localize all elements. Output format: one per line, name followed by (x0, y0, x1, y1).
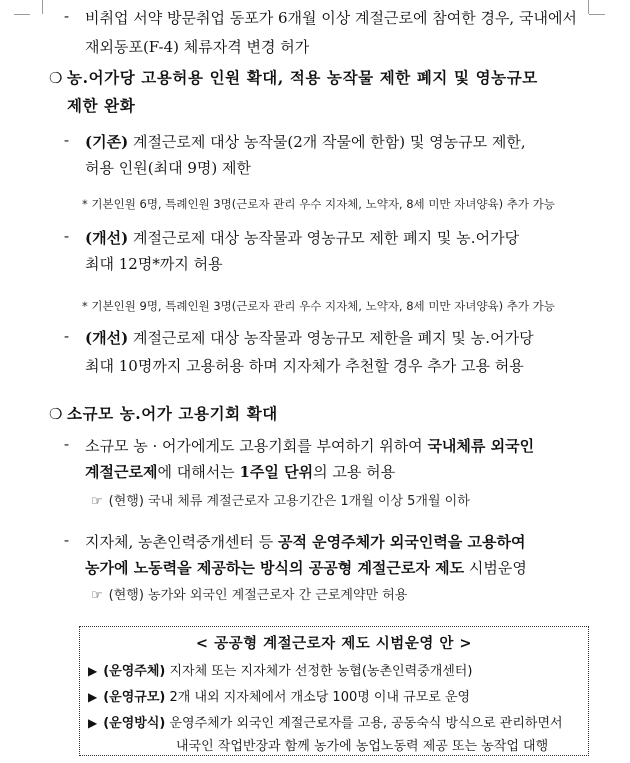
improve-text: 계절근로제 대상 농작물과 영농규모 제한을 폐지 및 농․어가당 (128, 329, 534, 347)
improve1-line2: 최대 12명*까지 허용 (85, 255, 223, 273)
improve1-line1 (85, 227, 519, 249)
row-tag: (운영규모) (103, 690, 166, 705)
dash-bullet: - (64, 531, 70, 549)
text-run-bold: 농가에 노동력을 제공하는 방식의 공공형 계절근로자 제도 (85, 559, 465, 577)
current-rule-note (91, 491, 470, 513)
section-heading-cont: 제한 완화 (67, 96, 136, 115)
existing-line2: 허용 인원(최대 9명) 제한 (85, 159, 251, 177)
footnote: * 기본인원 6명, 특례인원 3명(근로자 관리 우수 지자체, 노약자, 8세 미만 자녀양육) 추가 가능 (82, 197, 555, 211)
triangle-bullet-icon: ▶ (88, 690, 98, 704)
pointing-hand-icon: ☞ (91, 494, 103, 509)
existing-line1 (85, 131, 526, 153)
dash-bullet: - (64, 435, 70, 453)
row-text: 2개 내외 지자체에서 개소당 100명 이내 규모로 운영 (165, 690, 471, 705)
improve2-line1 (85, 327, 534, 349)
public-line1 (85, 531, 525, 553)
public-line2 (85, 557, 527, 579)
text-run-bold: 공적 운영주체가 외국인력을 고용하여 (277, 533, 526, 551)
box-row-operator (88, 660, 472, 679)
dash-bullet: - (64, 327, 70, 345)
box-row-method (88, 712, 563, 731)
pilot-plan-box (79, 626, 589, 756)
weekly-line1 (85, 435, 534, 457)
row-tag: (운영주체) (103, 664, 166, 679)
triangle-bullet-icon: ▶ (88, 716, 98, 730)
visa-item-line2: 재외동포(F-4) 체류자격 변경 허가 (85, 38, 310, 56)
improve-tag: (개선) (85, 229, 129, 247)
text-run-bold: 1주일 단위 (239, 463, 314, 481)
current-rule-text: (현행) 국내 체류 계절근로자 고용기간은 1개월 이상 5개월 이하 (108, 494, 470, 509)
page-corner-mark (588, 0, 601, 14)
text-run-bold: 계절근로제 (85, 463, 158, 481)
text-run: 지자체, 농촌인력중개센터 등 (85, 533, 278, 551)
visa-item-line1: 비취업 서약 방문취업 동포가 6개월 이상 계절근로에 참여한 경우, 국내에서 (85, 9, 577, 27)
row-tag: (운영방식) (103, 716, 166, 731)
improve-tag: (개선) (85, 329, 129, 347)
existing-text: 계절근로제 대상 농작물(2개 작물에 한함) 및 영농규모 제한, (128, 133, 526, 151)
existing-tag: (기존) (85, 133, 129, 151)
pointing-hand-icon: ☞ (91, 588, 103, 603)
improve2-line2: 최대 10명까지 고용허용 하며 지자체가 추천할 경우 추가 고용 허용 (85, 357, 524, 375)
text-run-bold: 국내체류 외국인 (427, 437, 535, 455)
circle-bullet: ❍ (49, 405, 63, 423)
text-run: 의 고용 허용 (313, 463, 396, 481)
section-heading: 농․어가당 고용허용 인원 확대, 적용 농작물 제한 폐지 및 영농규모 (67, 68, 538, 87)
dash-bullet: - (64, 7, 70, 25)
dash-bullet: - (64, 131, 70, 149)
box-row-scale (88, 686, 470, 705)
row-text: 운영주체가 외국인 계절근로자를 고용, 공동숙식 방식으로 관리하면서 (165, 716, 563, 731)
page-corner-mark (30, 0, 43, 14)
box-title: < 공공형 계절근로자 제도 시범운영 안 > (195, 635, 473, 652)
page-corner-mark (589, 14, 605, 15)
footnote: * 기본인원 9명, 특례인원 3명(근로자 관리 우수 지자체, 노약자, 8세 미만 자녀양육) 추가 가능 (82, 299, 555, 313)
text-run: 시범운영 (464, 559, 527, 577)
dash-bullet: - (64, 227, 70, 245)
box-row-method-cont: 내국인 작업반장과 함께 농가에 농업노동력 제공 또는 농작업 대행 (176, 739, 549, 754)
section-heading: 소규모 농․어가 고용기회 확대 (67, 404, 278, 423)
text-run: 에 대해서는 (157, 463, 240, 481)
page-corner-mark (14, 14, 30, 15)
weekly-line2 (85, 461, 395, 483)
current-rule-note (91, 585, 407, 607)
text-run: 소규모 농 · 어가에게도 고용기회를 부여하기 위하여 (85, 437, 428, 455)
circle-bullet: ❍ (49, 69, 63, 87)
row-text: 지자체 또는 지자체가 선정한 농협(농촌인력중개센터) (165, 664, 473, 679)
triangle-bullet-icon: ▶ (88, 664, 98, 678)
current-rule-text: (현행) 농가와 외국인 계절근로자 간 근로계약만 허용 (108, 588, 408, 603)
improve-text: 계절근로제 대상 농작물과 영농규모 제한 폐지 및 농․어가당 (128, 229, 520, 247)
